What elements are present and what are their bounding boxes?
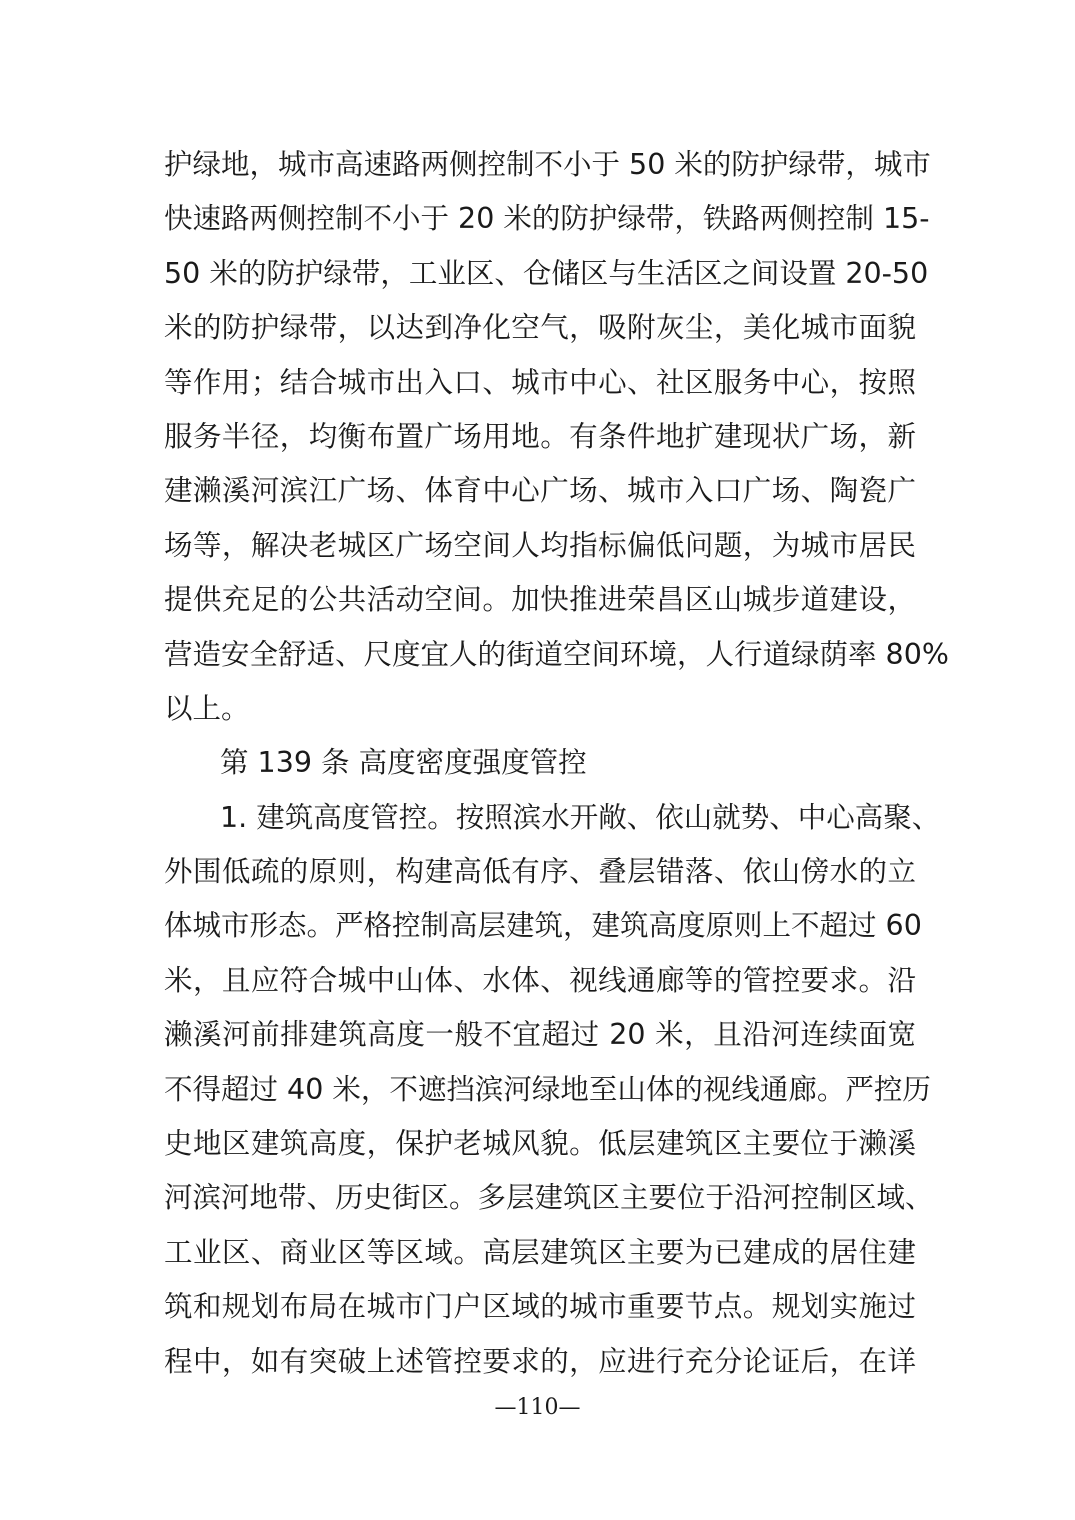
- article-heading: 第 139 条 高度密度强度管控: [220, 746, 587, 780]
- text-line: 工业区、商业区等区域。高层建筑区主要为已建成的居住建: [164, 1235, 916, 1269]
- text-line: 等作用；结合城市出入口、城市中心、社区服务中心，按照: [164, 365, 916, 399]
- text-line: 濑溪河前排建筑高度一般不宜超过 20 米，且沿河连续面宽: [164, 1018, 916, 1052]
- page-number: —110—: [494, 1395, 581, 1420]
- text-line: 河滨河地带、历史街区。多层建筑区主要位于沿河控制区域、: [164, 1181, 934, 1215]
- paragraph-green-space: [164, 138, 949, 736]
- text-line: 筑和规划布局在城市门户区域的城市重要节点。规划实施过: [164, 1290, 916, 1324]
- text-line: 护绿地，城市高速路两侧控制不小于 50 米的防护绿带，城市: [164, 148, 931, 181]
- document-body: [164, 138, 949, 1389]
- text-line: 场等，解决老城区广场空间人均指标偏低问题，为城市居民: [164, 528, 916, 562]
- text-line: 米的防护绿带，以达到净化空气，吸附灰尘，美化城市面貌: [164, 311, 916, 345]
- text-line: 提供充足的公共活动空间。加快推进荣昌区山城步道建设，: [164, 583, 916, 617]
- text-line: 史地区建筑高度，保护老城风貌。低层建筑区主要位于濑溪: [164, 1127, 916, 1161]
- text-line: 50 米的防护绿带，工业区、仓储区与生活区之间设置 20-50: [164, 256, 929, 290]
- paragraph-building-height: [164, 791, 941, 1389]
- text-line: 米，且应符合城中山体、水体、视线通廊等的管控要求。沿: [164, 963, 916, 997]
- text-line: 程中，如有突破上述管控要求的，应进行充分论证后，在详: [164, 1344, 916, 1378]
- text-line: 快速路两侧控制不小于 20 米的防护绿带，铁路两侧控制 15-: [164, 202, 930, 236]
- text-line: 外围低疏的原则，构建高低有序、叠层错落、依山傍水的立: [164, 855, 916, 889]
- text-line: 不得超过 40 米，不遮挡滨河绿地至山体的视线通廊。严控历: [164, 1072, 931, 1106]
- text-line: 体城市形态。严格控制高层建筑，建筑高度原则上不超过 60: [164, 909, 922, 943]
- text-line: 营造安全舒适、尺度宜人的街道空间环境，人行道绿荫率 80%: [164, 637, 949, 671]
- text-line: 建濑溪河滨江广场、体育中心广场、城市入口广场、陶瓷广: [164, 474, 916, 508]
- text-line: 以上。: [164, 691, 250, 725]
- text-line: 服务半径，均衡布置广场用地。有条件地扩建现状广场，新: [164, 419, 916, 453]
- text-line: 1. 建筑高度管控。按照滨水开敞、依山就势、中心高聚、: [220, 800, 941, 834]
